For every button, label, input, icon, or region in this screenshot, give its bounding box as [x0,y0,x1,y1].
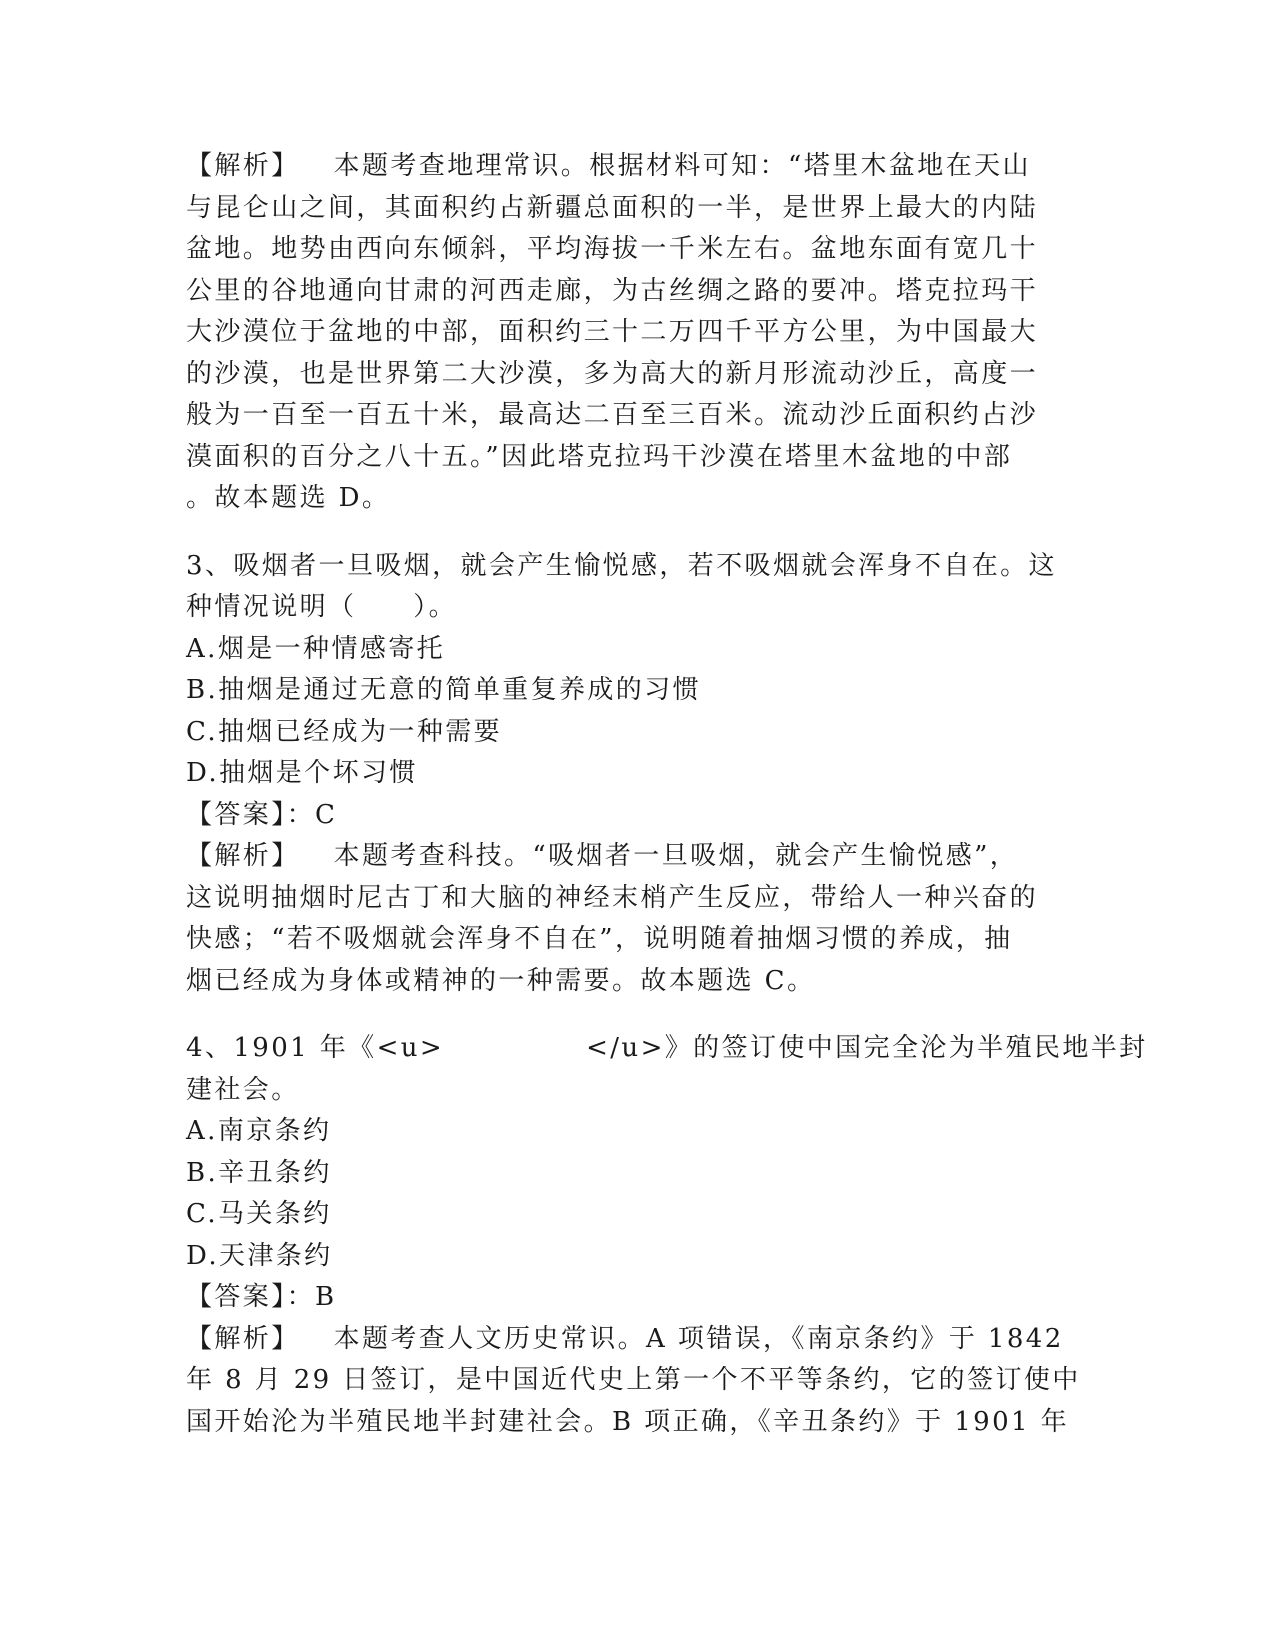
analysis-line: 。故本题选 D。 [186,483,391,513]
analysis-label: 【解析】 [186,1323,300,1354]
analysis-label: 【解析】 [186,151,300,181]
analysis-text: 本题考查地理常识。根据材料可知：“塔里木盆地在天山 [333,151,1031,181]
option-c: C.马关条约 [186,1199,332,1229]
option-d: D.天津条约 [186,1240,333,1271]
analysis-line: 般为一百至一百五十米，最高达二百至三百米。流动沙丘面积约占沙 [186,400,1039,430]
option-a: A.南京条约 [186,1116,332,1146]
question-stem: 4、1901 年《<u> </u>》的签订使中国完全沦为半殖民地半封 [186,1033,1148,1063]
analysis-line: 国开始沦为半殖民地半封建社会。B 项正确，《辛丑条约》于 1901 年 [186,1406,1070,1437]
option-a: A.烟是一种情感寄托 [186,633,446,664]
analysis-line: 这说明抽烟时尼古丁和大脑的神经末梢产生反应，带给人一种兴奋的 [186,882,1039,913]
analysis-line [186,836,1066,878]
option-c: C.抽烟已经成为一种需要 [186,716,503,747]
analysis-line: 漠面积的百分之八十五。”因此塔克拉玛干沙漠在塔里木盆地的中部 [186,441,1013,472]
analysis-line: 与昆仑山之间，其面积约占新疆总面积的一半，是世界上最大的内陆 [186,192,1039,223]
question-stem: 建社会。 [186,1074,300,1105]
analysis-line: 快感；“若不吸烟就会浑身不自在”，说明随着抽烟习惯的养成，抽 [186,924,1013,954]
question-stem: 3、吸烟者一旦吸烟，就会产生愉悦感，若不吸烟就会浑身不自在。这 [186,550,1057,581]
option-b: B.辛丑条约 [186,1157,332,1188]
question-stem: 种情况说明（ ）。 [186,592,458,622]
analysis-line: 公里的谷地通向甘肃的河西走廊，为古丝绸之路的要冲。塔克拉玛干 [186,275,1039,306]
analysis-line: 盆地。地势由西向东倾斜，平均海拔一千米左右。盆地东面有宽几十 [186,234,1039,264]
analysis-line: 烟已经成为身体或精神的一种需要。故本题选 C。 [186,965,816,996]
analysis-line [186,1319,1066,1361]
analysis-label: 【解析】 [186,841,300,871]
answer-line: 【答案】：C [186,799,338,830]
option-b: B.抽烟是通过无意的简单重复养成的习惯 [186,675,701,705]
analysis-text: 本题考查科技。“吸烟者一旦吸烟，就会产生愉悦感”， [333,841,1019,871]
analysis-text: 本题考查人文历史常识。A 项错误，《南京条约》于 1842 [333,1323,1064,1354]
analysis-line: 大沙漠位于盆地的中部，面积约三十二万四千平方公里，为中国最大 [186,317,1039,347]
document-content [186,146,1148,1443]
analysis-line: 年 8 月 29 日签订，是中国近代史上第一个不平等条约，它的签订使中 [186,1365,1081,1395]
analysis-line [186,146,1066,188]
answer-line: 【答案】：B [186,1282,337,1312]
option-d: D.抽烟是个坏习惯 [186,758,418,788]
analysis-line: 的沙漠，也是世界第二大沙漠，多为高大的新月形流动沙丘，高度一 [186,358,1039,389]
